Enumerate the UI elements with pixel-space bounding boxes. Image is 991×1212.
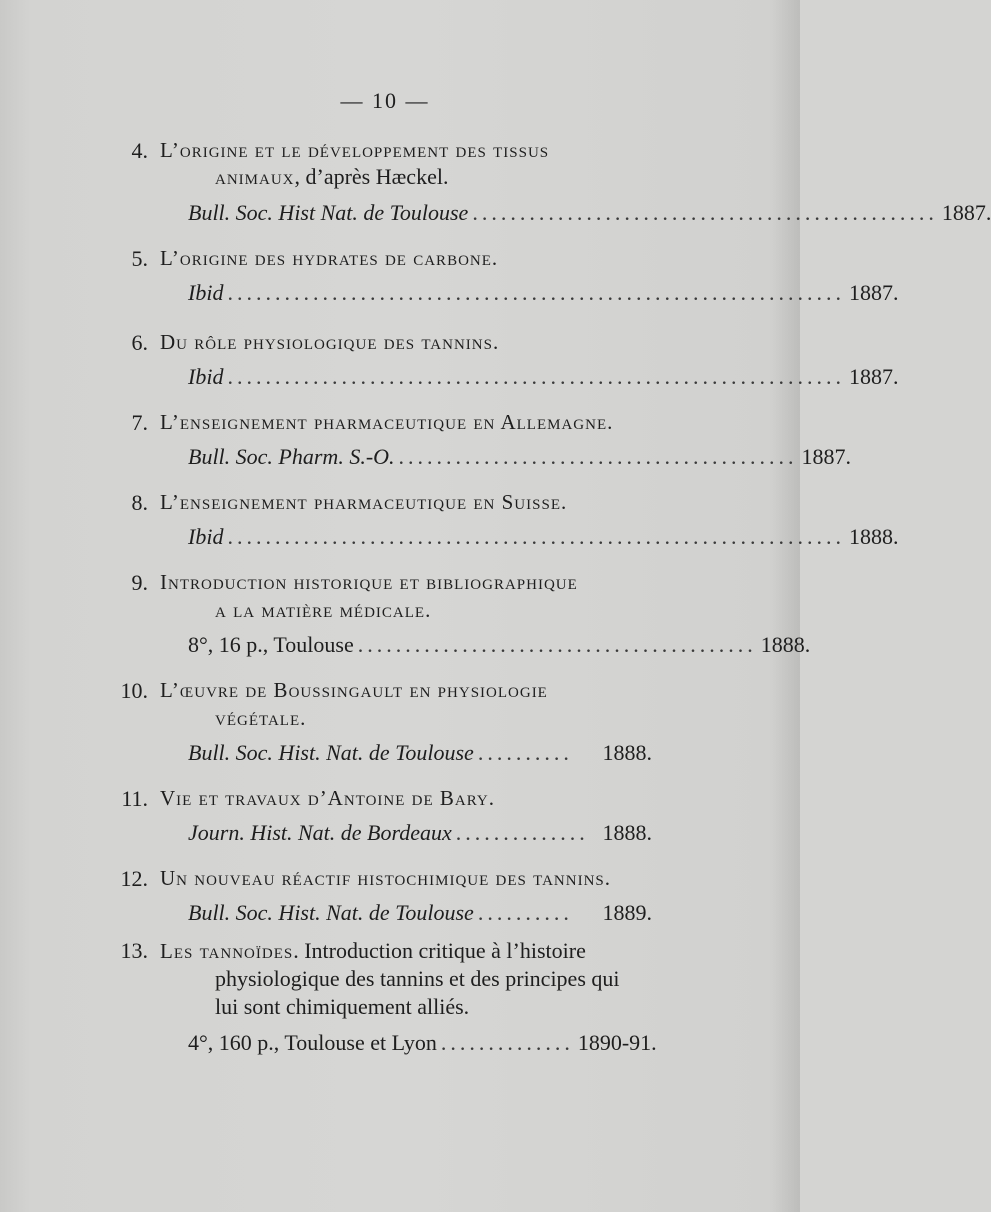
entry-number: 13. xyxy=(120,938,148,963)
entry-year: 1888. xyxy=(848,524,899,549)
entry-reference xyxy=(188,900,652,926)
entry-title-continued: a la matière médicale. xyxy=(215,598,432,622)
entry-number: 11. xyxy=(121,786,148,811)
entry-body-line: physiologique des tannins et des principes qui xyxy=(215,966,620,991)
entry-source: Bull. Soc. Hist Nat. de Toulouse xyxy=(188,200,469,225)
leader-dots: .............. xyxy=(455,820,589,845)
entry-source: Bull. Soc. Hist. Nat. de Toulouse xyxy=(188,740,474,765)
entry-source: Journ. Hist. Nat. de Bordeaux xyxy=(188,820,452,845)
entry-year: 1888. xyxy=(602,820,652,845)
leader-dots: .............. xyxy=(440,1030,574,1055)
entry-title-continued: animaux, d’après Hæckel. xyxy=(215,164,449,189)
entry-source: Bull. Soc. Hist. Nat. de Toulouse xyxy=(188,900,474,925)
entry-reference xyxy=(188,740,652,766)
entry-title: Un nouveau réactif histochimique des tannins. xyxy=(160,866,612,890)
entry-year: 1888. xyxy=(602,740,652,765)
entry-reference xyxy=(188,524,899,550)
entry-number: 7. xyxy=(131,410,148,435)
entry-source: Ibid xyxy=(188,280,224,305)
entry-source: Ibid xyxy=(188,364,224,389)
entry-year: 1887. xyxy=(941,200,991,225)
entry-title: L’origine et le développement des tissus xyxy=(160,138,550,162)
entry-reference xyxy=(188,1030,657,1056)
leader-dots: ................................................................. xyxy=(227,364,845,389)
entry-title: L’enseignement pharmaceutique en Allemagne. xyxy=(160,410,614,434)
entry-reference xyxy=(188,364,899,390)
entry-source: Ibid xyxy=(188,524,224,549)
entry-title: L’enseignement pharmaceutique en Suisse. xyxy=(160,490,568,514)
leader-dots: ................................................................. xyxy=(227,524,845,549)
entry-year: 1890-91. xyxy=(577,1030,657,1055)
entry-title: Du rôle physiologique des tannins. xyxy=(160,330,500,354)
entry-title: Vie et travaux d’Antoine de Bary. xyxy=(160,786,495,810)
entry-number: 10. xyxy=(120,678,148,703)
entry-reference xyxy=(188,632,811,658)
entry-title-continued: végétale. xyxy=(215,706,307,730)
entry-source: Bull. Soc. Pharm. S.-O. xyxy=(188,444,395,469)
page-number: — 10 — xyxy=(340,88,430,113)
entry-year: 1889. xyxy=(602,900,652,925)
entry-title: Introduction historique et bibliographique xyxy=(160,570,578,594)
entry-number: 8. xyxy=(131,490,148,515)
entry-reference xyxy=(188,280,899,306)
entry-year: 1888. xyxy=(760,632,811,657)
entry-number: 9. xyxy=(131,570,148,595)
leader-dots: ................................................................. xyxy=(227,280,845,305)
entry-title: Les tannoïdes. Introduction critique à l’histoire xyxy=(160,938,586,963)
entry-year: 1887. xyxy=(848,364,899,389)
entry-number: 4. xyxy=(131,138,148,163)
entry-year: 1887. xyxy=(848,280,899,305)
entry-source: 8°, 16 p., Toulouse xyxy=(188,632,354,657)
entry-number: 5. xyxy=(131,246,148,271)
entry-reference xyxy=(188,200,991,226)
leader-dots: .......... xyxy=(477,900,573,925)
entry-reference xyxy=(188,820,652,846)
leader-dots: ................................................. xyxy=(472,200,938,225)
entry-reference xyxy=(188,444,852,470)
entry-number: 12. xyxy=(120,866,148,891)
entry-title: L’origine des hydrates de carbone. xyxy=(160,246,499,270)
entry-year: 1887. xyxy=(801,444,852,469)
entry-number: 6. xyxy=(131,330,148,355)
leader-dots: .......... xyxy=(477,740,573,765)
entry-source: 4°, 160 p., Toulouse et Lyon xyxy=(188,1030,437,1055)
entry-title: L’œuvre de Boussingault en physiologie xyxy=(160,678,548,702)
leader-dots: .......................................... xyxy=(357,632,757,657)
leader-dots: .......................................... xyxy=(398,444,798,469)
entry-body-line: lui sont chimiquement alliés. xyxy=(215,994,470,1019)
